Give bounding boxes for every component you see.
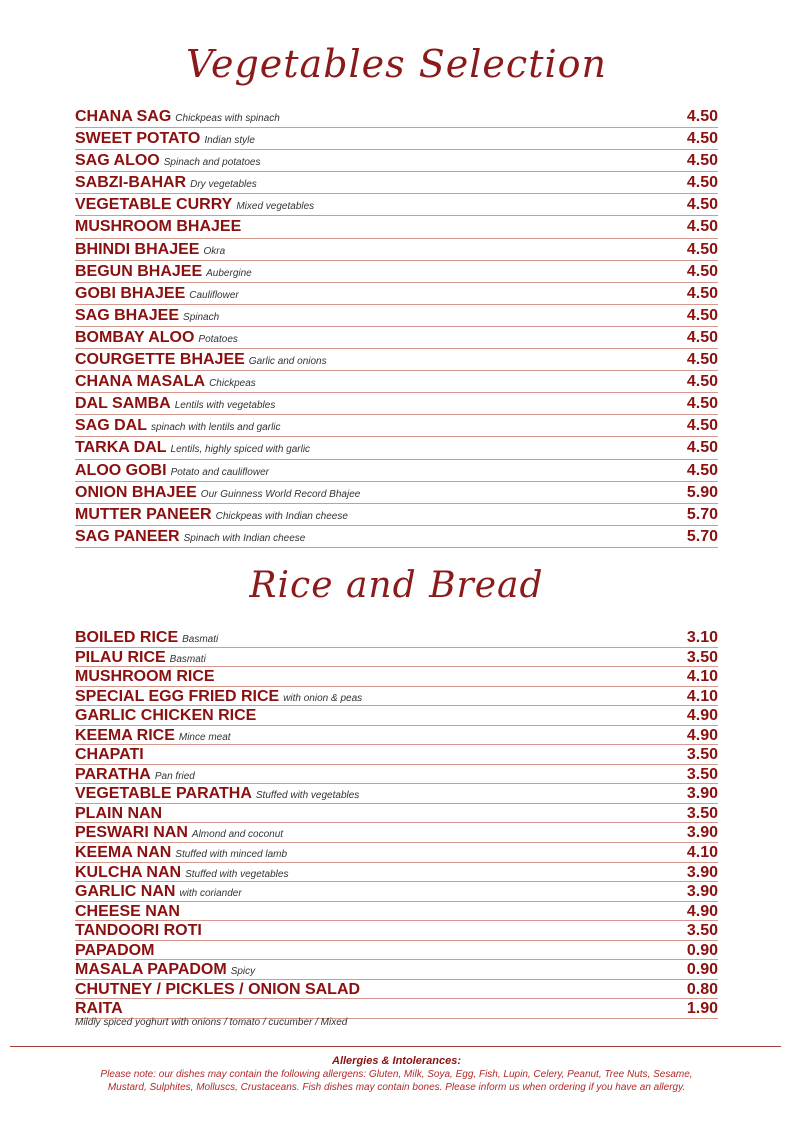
item-name: KULCHA NAN <box>75 863 182 881</box>
item-price: 3.50 <box>686 804 718 822</box>
item-name: VEGETABLE CURRY <box>75 196 233 214</box>
item-price: 3.50 <box>686 922 718 940</box>
item-name: SAG PANEER <box>75 527 180 545</box>
item-name: GARLIC NAN <box>75 883 176 901</box>
item-name: PLAIN NAN <box>75 804 163 822</box>
item-name: SABZI-BAHAR <box>75 174 187 192</box>
menu-item <box>75 349 718 371</box>
item-name: PARATHA <box>75 765 151 783</box>
item-description: Chickpeas <box>209 378 256 390</box>
item-name: PAPADOM <box>75 941 155 959</box>
item-name: ALOO GOBI <box>75 461 167 479</box>
item-price: 4.50 <box>686 306 718 324</box>
item-description: Potatoes <box>198 333 238 345</box>
menu-item <box>75 504 718 526</box>
item-description: Basmati <box>169 653 206 665</box>
item-price: 4.50 <box>686 351 718 369</box>
vegetables-section-title: Vegetables Selection <box>186 42 607 86</box>
menu-item <box>75 687 718 707</box>
menu-item <box>75 460 718 482</box>
menu-item <box>75 415 718 437</box>
item-name: BHINDI BHAJEE <box>75 240 200 258</box>
item-name: SPECIAL EGG FRIED RICE <box>75 687 280 705</box>
menu-item <box>75 882 718 902</box>
item-name: SWEET POTATO <box>75 130 201 148</box>
menu-item <box>75 823 718 843</box>
item-price: 4.50 <box>686 130 718 148</box>
menu-item <box>75 128 718 150</box>
item-price: 4.50 <box>686 196 718 214</box>
item-description: Cauliflower <box>189 289 239 301</box>
item-name: SAG DAL <box>75 417 147 435</box>
rice-bread-menu-list <box>75 628 718 1019</box>
menu-item <box>75 393 718 415</box>
item-name: SAG ALOO <box>75 152 160 170</box>
menu-item <box>75 194 718 216</box>
item-name: CHUTNEY / PICKLES / ONION SALAD <box>75 980 361 998</box>
item-price: 4.50 <box>686 328 718 346</box>
item-description: Lentils, highly spiced with garlic <box>170 444 311 456</box>
item-name: CHANA MASALA <box>75 373 206 391</box>
item-price: 4.10 <box>686 668 718 686</box>
menu-item <box>75 305 718 327</box>
item-name: BOILED RICE <box>75 629 179 646</box>
menu-item <box>75 327 718 349</box>
item-description: Basmati <box>182 634 219 645</box>
menu-item <box>75 843 718 863</box>
menu-item <box>75 999 718 1019</box>
item-description: Chickpeas with Indian cheese <box>215 510 348 522</box>
menu-item <box>75 863 718 883</box>
item-price: 5.70 <box>686 527 718 545</box>
item-price: 3.90 <box>686 883 718 901</box>
item-description: Potato and cauliflower <box>170 466 269 478</box>
item-name: CHEESE NAN <box>75 902 180 920</box>
item-name: PILAU RICE <box>75 648 166 666</box>
item-price: 4.90 <box>686 707 718 725</box>
item-name: CHANA SAG <box>75 108 172 125</box>
allergy-title: Allergies & Intolerances: <box>332 1055 461 1067</box>
item-description: with onion & peas <box>283 692 363 704</box>
menu-item <box>75 648 718 668</box>
menu-item <box>75 941 718 961</box>
raita-note: Mildly spiced yoghurt with onions / tomato / cucumber / Mixed <box>75 1017 348 1028</box>
menu-item <box>75 216 718 238</box>
item-name: KEEMA NAN <box>75 844 172 862</box>
item-description: Spicy <box>230 966 256 978</box>
menu-item <box>75 980 718 1000</box>
item-price: 4.50 <box>686 240 718 258</box>
item-name: TANDOORI ROTI <box>75 922 202 940</box>
item-price: 1.90 <box>686 1000 718 1018</box>
item-price: 4.90 <box>686 902 718 920</box>
item-price: 4.50 <box>686 417 718 435</box>
item-description: Stuffed with vegetables <box>185 868 289 880</box>
menu-item <box>75 667 718 687</box>
item-name: DAL SAMBA <box>75 395 171 413</box>
item-price: 0.90 <box>686 941 718 959</box>
item-price: 5.70 <box>686 505 718 523</box>
item-name: KEEMA RICE <box>75 726 175 744</box>
menu-item <box>75 902 718 922</box>
menu-item <box>75 106 718 128</box>
item-description: Pan fried <box>154 770 195 782</box>
item-price: 5.90 <box>686 483 718 501</box>
item-name: COURGETTE BHAJEE <box>75 351 245 369</box>
item-name: VEGETABLE PARATHA <box>75 785 252 803</box>
item-price: 4.50 <box>686 174 718 192</box>
item-description: Mince meat <box>178 731 231 743</box>
vegetables-menu-list <box>75 106 718 548</box>
item-description: Mixed vegetables <box>236 201 315 213</box>
menu-item <box>75 628 718 648</box>
item-name: TARKA DAL <box>75 439 167 457</box>
item-name: MUSHROOM RICE <box>75 668 215 686</box>
item-price: 4.50 <box>686 461 718 479</box>
item-description: Stuffed with vegetables <box>255 790 360 802</box>
item-price: 3.50 <box>686 765 718 783</box>
item-description: Spinach with Indian cheese <box>183 532 306 544</box>
item-description: Aubergine <box>206 267 252 279</box>
item-description: Spinach <box>183 311 220 323</box>
menu-item <box>75 371 718 393</box>
allergy-text: Please note: our dishes may contain the following allergens: Gluten, Milk, Soya, Egg, Fish, Lupin, Celery, Peanut, Tree Nuts, Sesame, Mustard, Sulphites, Molluscs, Crustaceans. Fish dishes may contain bones. Please inform us when ordering if you have an allergy. <box>100 1069 693 1093</box>
menu-item <box>75 765 718 785</box>
item-name: BEGUN BHAJEE <box>75 262 203 280</box>
item-name: GOBI BHAJEE <box>75 284 186 302</box>
item-name: MUSHROOM BHAJEE <box>75 218 242 236</box>
item-price: 3.50 <box>686 746 718 764</box>
item-description: with coriander <box>179 888 242 900</box>
item-price: 4.50 <box>686 262 718 280</box>
item-price: 4.50 <box>686 439 718 457</box>
item-description: Spinach and potatoes <box>163 157 261 169</box>
item-name: SAG BHAJEE <box>75 306 180 324</box>
menu-item <box>75 784 718 804</box>
rice-bread-section-title: Rice and Bread <box>249 565 544 606</box>
menu-item <box>75 261 718 283</box>
menu-item <box>75 921 718 941</box>
menu-item <box>75 960 718 980</box>
item-description: Stuffed with minced lamb <box>175 849 288 861</box>
item-price: 4.10 <box>686 687 718 705</box>
item-price: 4.50 <box>686 395 718 413</box>
menu-item <box>75 239 718 261</box>
menu-item <box>75 726 718 746</box>
item-description: Okra <box>203 245 226 257</box>
menu-item <box>75 172 718 194</box>
item-price: 4.50 <box>686 373 718 391</box>
menu-item <box>75 706 718 726</box>
item-name: BOMBAY ALOO <box>75 328 195 346</box>
item-price: 0.80 <box>686 980 718 998</box>
item-price: 4.10 <box>686 844 718 862</box>
item-price: 4.50 <box>686 218 718 236</box>
item-description: Our Guinness World Record Bhajee <box>200 488 361 500</box>
menu-item <box>75 804 718 824</box>
item-price: 4.50 <box>686 284 718 302</box>
item-price: 3.90 <box>686 785 718 803</box>
item-price: 3.90 <box>686 824 718 842</box>
item-name: GARLIC CHICKEN RICE <box>75 707 257 725</box>
menu-item <box>75 745 718 765</box>
item-price: 4.50 <box>686 108 718 125</box>
item-price: 4.90 <box>686 726 718 744</box>
item-price: 3.50 <box>686 648 718 666</box>
item-description: Chickpeas with spinach <box>175 113 280 124</box>
item-name: MUTTER PANEER <box>75 505 212 523</box>
menu-item <box>75 150 718 172</box>
item-name: PESWARI NAN <box>75 824 188 842</box>
item-description: Lentils with vegetables <box>174 400 276 412</box>
item-description: spinach with lentils and garlic <box>151 422 281 434</box>
item-name: MASALA PAPADOM <box>75 961 227 979</box>
item-description: Garlic and onions <box>248 356 327 368</box>
item-price: 3.90 <box>686 863 718 881</box>
item-description: Dry vegetables <box>190 179 257 191</box>
menu-item <box>75 482 718 504</box>
item-price: 0.90 <box>686 961 718 979</box>
menu-item <box>75 437 718 459</box>
item-description: Almond and coconut <box>191 829 284 841</box>
footer-divider <box>10 1046 781 1047</box>
item-price: 3.10 <box>686 629 718 646</box>
item-price: 4.50 <box>686 152 718 170</box>
item-name: ONION BHAJEE <box>75 483 197 501</box>
item-description: Indian style <box>204 135 255 147</box>
item-name: CHAPATI <box>75 746 144 764</box>
item-name: RAITA <box>75 1000 123 1018</box>
menu-item <box>75 283 718 305</box>
menu-item <box>75 526 718 548</box>
